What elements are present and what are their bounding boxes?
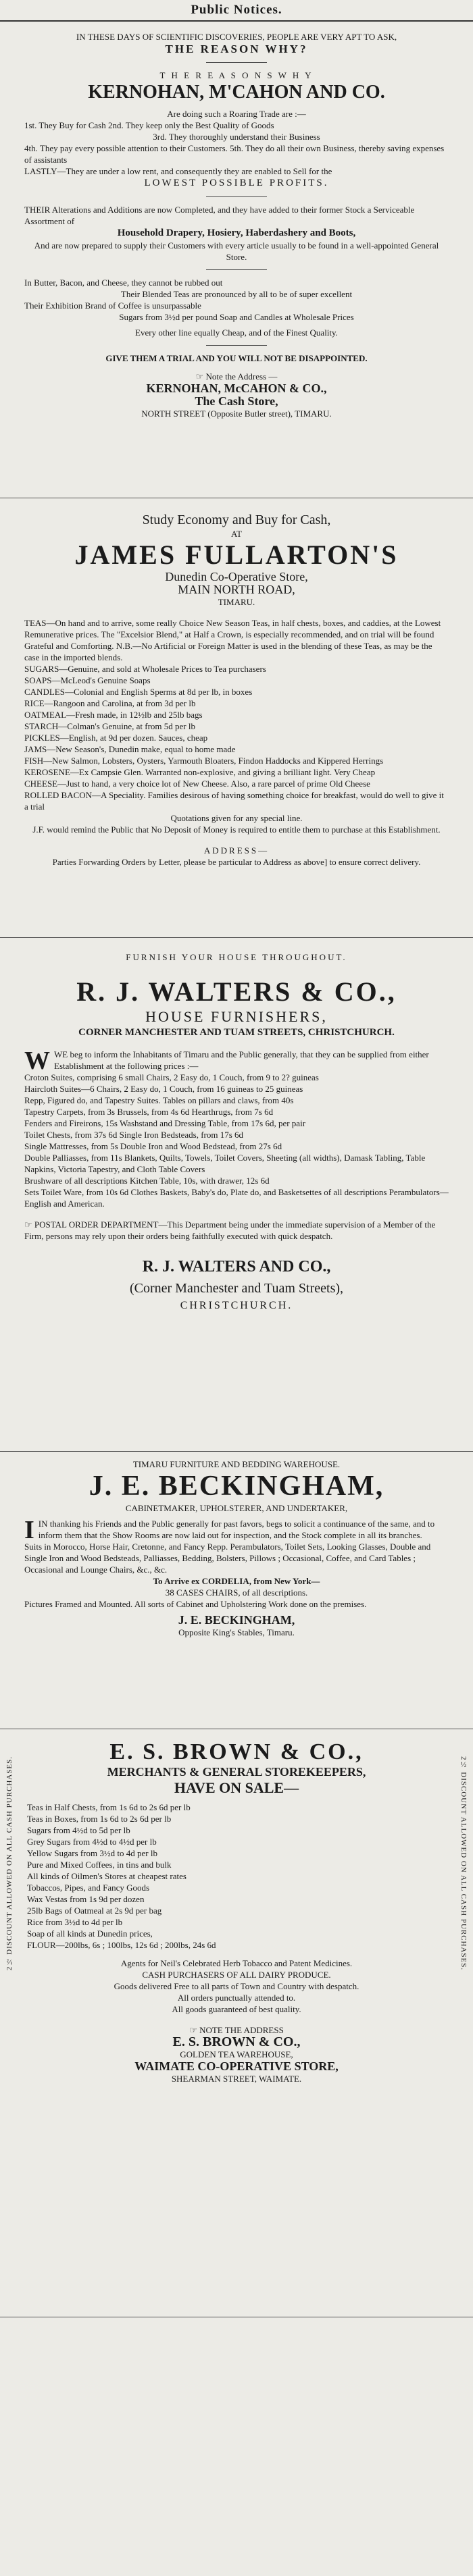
ad-line: J. E. BECKINGHAM, xyxy=(178,1613,295,1627)
ad-line: SOAPS—McLeod's Genuine Soaps xyxy=(24,675,151,685)
ad-line: CORNER MANCHESTER AND TUAM STREETS, CHRISTCHURCH. xyxy=(78,1027,395,1038)
ad-line: OATMEAL—Fresh made, in 12½lb and 25lb bags xyxy=(24,710,203,720)
ad-line: R. J. WALTERS & CO., xyxy=(76,976,397,1007)
ad-line: Sugars from 3½d per pound Soap and Candles at Wholesale Prices xyxy=(119,312,354,322)
ad-line: CANDLES—Colonial and English Sperms at 8d per lb, in boxes xyxy=(24,687,253,697)
ad-line: (Corner Manchester and Tuam Streets), xyxy=(129,1281,344,1296)
ad-line: All kinds of Oilmen's Stores at cheapest rates xyxy=(27,1871,186,1881)
ad-line: FLOUR—200lbs, 6s ; 100lbs, 12s 6d ; 200lbs, 24s 6d xyxy=(27,1940,216,1950)
ad-line: Single Mattresses, from 5s Double Iron and Wood Bedstead, from 27s 6d xyxy=(24,1141,282,1151)
ad-line: R. J. WALTERS AND CO., xyxy=(142,1258,331,1276)
ad-line: JAMS—New Season's, Dunedin make, equal to home made xyxy=(24,744,236,754)
ad-line: THE REASON WHY? xyxy=(165,43,308,55)
ad-line: Suits in Morocco, Horse Hair, Cretonne, and Fancy Repp. Perambulators, Toilet Sets, Looking Glasses, Double and Single Iron and Wood Bedsteads, Palliasses, Bedding, Bolsters, Pillows ; Occasional, Coffee, and Card Tables ; Occasional and Lounge Chairs, &c., &c. xyxy=(24,1542,431,1575)
ad-kernohan xyxy=(0,22,473,498)
ad-line: ADDRESS— xyxy=(203,845,270,856)
ad-line: T H E R E A S O N S W H Y xyxy=(159,70,314,80)
dropcap-i: I xyxy=(24,1516,34,1544)
ad-line: Soap of all kinds at Dunedin prices, xyxy=(27,1928,153,1939)
side-banner-right: 2½ DISCOUNT ALLOWED ON ALL CASH PURCHASES. xyxy=(459,1756,468,1971)
ad-line: Every other line equally Cheap, and of the Finest Quality. xyxy=(135,327,338,338)
ad-line: Wax Vestas from 1s 9d per dozen xyxy=(27,1894,145,1904)
ad-line: MAIN NORTH ROAD, xyxy=(178,583,295,596)
ad-line: STARCH—Colman's Genuine, at from 5d per lb xyxy=(24,721,195,731)
ad-line: CHRISTCHURCH. xyxy=(180,1300,293,1311)
ad-line: E. S. BROWN & CO., xyxy=(172,2034,301,2049)
ad-line: 4th. They pay every possible attention to their Customers. 5th. They do all their own Business, thereby saving expenses of assistants xyxy=(24,143,445,165)
ad-line: Double Palliasses, from 11s Blankets, Quilts, Towels, Toilet Covers, Sheeting (all widths), Damask Tabling, Table Napkins, Victoria Tapestry, and Cloth Table Covers xyxy=(24,1153,426,1174)
ad-line: MERCHANTS & GENERAL STOREKEEPERS, xyxy=(107,1765,366,1779)
ad-line: Opposite King's Stables, Timaru. xyxy=(178,1627,295,1637)
ad-line: Rice from 3½d to 4d per lb xyxy=(27,1917,123,1927)
ad-line: CHEESE—Just to hand, a very choice lot of New Cheese. Also, a rare parcel of prime Old Cheese xyxy=(24,779,370,789)
ad-line: IN thanking his Friends and the Public generally for past favors, begs to solicit a continuance of the same, and to inform them that the Show Rooms are now laid out for inspection, and the Stock complete in all its branches. xyxy=(38,1519,435,1540)
ad-line: ☞ NOTE THE ADDRESS xyxy=(189,2025,284,2035)
ad-line: J.F. would remind the Public that No Deposit of Money is required to entitle them to purchase at this Establishment. xyxy=(32,824,441,835)
ad-line: 25lb Bags of Oatmeal at 2s 9d per bag xyxy=(27,1905,162,1916)
side-banner-left: 2½ DISCOUNT ALLOWED ON ALL CASH PURCHASES. xyxy=(5,1756,14,1971)
masthead: Public Notices. xyxy=(0,0,473,22)
ad-line: Their Blended Teas are pronounced by all to be of super excellent xyxy=(120,289,353,299)
ad-line: Their Exhibition Brand of Coffee is unsurpassable xyxy=(24,300,201,311)
ad-line: LASTLY—They are under a low rent, and consequently they are enabled to Sell for the xyxy=(24,166,332,176)
ad-line: And are now prepared to supply their Customers with every article usually to be found in a well-appointed General Store. xyxy=(34,240,439,262)
ad-line: Grey Sugars from 4½d to 4½d per lb xyxy=(27,1837,157,1847)
ad-line: LOWEST POSSIBLE PROFITS. xyxy=(144,178,329,188)
ad-line: Repp, Figured do, and Tapestry Suites. Tables on pillars and claws, from 40s xyxy=(24,1095,294,1105)
ad-brown xyxy=(0,1729,473,2317)
ad-line: THEIR Alterations and Additions are now Completed, and they have added to their former Stock a Serviceable Assortment of xyxy=(24,205,415,226)
ad-line: SHEARMAN STREET, WAIMATE. xyxy=(171,2074,302,2084)
ad-line: 3rd. They thoroughly understand their Business xyxy=(153,132,320,142)
ad-line: Toilet Chests, from 37s 6d Single Iron Bedsteads, from 17s 6d xyxy=(24,1130,244,1140)
ad-line: Pictures Framed and Mounted. All sorts of Cabinet and Upholstering Work done on the premises. xyxy=(24,1599,367,1609)
ad-line: TEAS—On hand and to arrive, some really Choice New Season Teas, in half chests, boxes, and caddies, at the Lowest Remunerative prices. The "Excelsior Blend," at Half a Crown, is especially recommended, and on trial will be found Grateful and Comforting. N.B.—No Artificial or Foreign Matter is used in the blending of these Teas, as may be the case in the imported blends. xyxy=(24,618,441,662)
ad-line: E. S. BROWN & CO., xyxy=(109,1739,364,1764)
ad-line: KERNOHAN, M'CAHON AND CO. xyxy=(88,82,385,103)
ad-line: NORTH STREET (Opposite Butler street), TIMARU. xyxy=(141,409,332,419)
ad-line: Agents for Neil's Celebrated Herb Tobacco and Patent Medicines. xyxy=(120,1958,353,1968)
ad-line: WAIMATE CO-OPERATIVE STORE, xyxy=(134,2059,339,2073)
dropcap-w: W xyxy=(24,1047,50,1075)
ad-line: Haircloth Suites—6 Chairs, 2 Easy do, 1 Couch, from 16 guineas to 25 guineas xyxy=(24,1084,303,1094)
ad-line: Study Economy and Buy for Cash, xyxy=(142,512,331,527)
ad-line: IN THESE DAYS OF SCIENTIFIC DISCOVERIES, PEOPLE ARE VERY APT TO ASK, xyxy=(76,32,397,42)
ad-line: Dunedin Co-Operative Store, xyxy=(165,570,308,583)
ad-line: CABINETMAKER, UPHOLSTERER, AND UNDERTAKER, xyxy=(125,1503,348,1513)
ad-line: Goods delivered Free to all parts of Town and Country with despatch. xyxy=(114,1981,359,1991)
ad-line: Sugars from 4½d to 5d per lb xyxy=(27,1825,130,1835)
ad-line: ☞ Note the Address — xyxy=(195,371,278,382)
ad-line: FURNISH YOUR HOUSE THROUGHOUT. xyxy=(126,952,347,962)
ad-line: Brushware of all descriptions Kitchen Table, 10s, with drawer, 12s 6d xyxy=(24,1176,270,1186)
ad-line: Pure and Mixed Coffees, in tins and bulk xyxy=(27,1860,172,1870)
ad-line: Fenders and Fireirons, 15s Washstand and Dressing Table, from 17s 6d, per pair xyxy=(24,1118,306,1128)
ad-line: HOUSE FURNISHERS, xyxy=(145,1008,328,1025)
ad-line: Parties Forwarding Orders by Letter, please be particular to Address as above] to ensure correct delivery. xyxy=(52,857,421,867)
ad-line: Sets Toilet Ware, from 10s 6d Clothes Baskets, Baby's do, Plate do, and Basketsettes of all descriptions Perambulators—English and American. xyxy=(24,1187,449,1209)
ad-walters xyxy=(0,938,473,1452)
ad-line: Quotations given for any special line. xyxy=(170,813,303,823)
ad-line: To Arrive ex CORDELIA, from New York— xyxy=(153,1576,320,1586)
ad-line: ☞ POSTAL ORDER DEPARTMENT—This Department being under the immediate supervision of a Member of the Firm, persons may rely upon their orders being faithfully executed with quick despatch. xyxy=(24,1219,436,1241)
ad-line: ROLLED BACON—A Speciality. Families desirous of having something choice for breakfast, would do well to give it a trial xyxy=(24,790,444,812)
ad-line: HAVE ON SALE— xyxy=(174,1779,299,1796)
ad-fullarton xyxy=(0,498,473,938)
ad-line: 1st. They Buy for Cash 2nd. They keep only the Best Quality of Goods xyxy=(24,120,274,130)
ad-line: PICKLES—English, at 9d per dozen. Sauces, cheap xyxy=(24,733,208,743)
ad-line: SUGARS—Genuine, and sold at Wholesale Prices to Tea purchasers xyxy=(24,664,266,674)
ad-line: All orders punctually attended to. xyxy=(177,1993,296,2003)
ad-line: In Butter, Bacon, and Cheese, they cannot be rubbed out xyxy=(24,278,223,288)
ad-line: Teas in Boxes, from 1s 6d to 2s 6d per lb xyxy=(27,1814,172,1824)
ad-line: Tobaccos, Pipes, and Fancy Goods xyxy=(27,1883,150,1893)
ad-line: FISH—New Salmon, Lobsters, Oysters, Yarmouth Bloaters, Findon Haddocks and Kippered Herrings xyxy=(24,756,384,766)
ad-line: 38 CASES CHAIRS, of all descriptions. xyxy=(165,1587,308,1598)
ad-line: TIMARU FURNITURE AND BEDDING WAREHOUSE. xyxy=(132,1459,341,1469)
ad-line: AT xyxy=(231,529,242,539)
ad-line: Yellow Sugars from 3½d to 4d per lb xyxy=(27,1848,157,1858)
ad-line: Are doing such a Roaring Trade are :— xyxy=(167,109,306,119)
ad-line: RICE—Rangoon and Carolina, at from 3d per lb xyxy=(24,698,196,708)
ad-line: Croton Suites, comprising 6 small Chairs, 2 Easy do, 1 Couch, from 9 to 2? guineas xyxy=(24,1072,319,1082)
ad-line: GOLDEN TEA WAREHOUSE, xyxy=(180,2049,293,2059)
ad-line: The Cash Store, xyxy=(195,394,278,408)
ad-line: Teas in Half Chests, from 1s 6d to 2s 6d per lb xyxy=(27,1802,191,1812)
ad-line: Household Drapery, Hosiery, Haberdashery and Boots, xyxy=(117,228,356,238)
ad-line: J. E. BECKINGHAM, xyxy=(89,1471,384,1502)
ad-line: CASH PURCHASERS OF ALL DAIRY PRODUCE. xyxy=(142,1970,331,1980)
ad-line: TIMARU. xyxy=(218,597,255,607)
ad-line: Tapestry Carpets, from 3s Brussels, from 4s 6d Hearthrugs, from 7s 6d xyxy=(24,1107,274,1117)
ad-line: WE beg to inform the Inhabitants of Timaru and the Public generally, that they can be supplied from either Establishment at the following prices :— xyxy=(54,1049,429,1071)
ad-line: All goods guaranteed of best quality. xyxy=(172,2004,301,2014)
ad-line: KEROSENE—Ex Campsie Glen. Warranted non-explosive, and giving a brilliant light. Very Cheap xyxy=(24,767,376,777)
ad-line: GIVE THEM A TRIAL AND YOU WILL NOT BE DISAPPOINTED. xyxy=(105,353,368,363)
ad-beckingham xyxy=(0,1452,473,1729)
ad-line: KERNOHAN, McCAHON & CO., xyxy=(146,382,327,395)
ad-line: JAMES FULLARTON'S xyxy=(74,540,399,570)
